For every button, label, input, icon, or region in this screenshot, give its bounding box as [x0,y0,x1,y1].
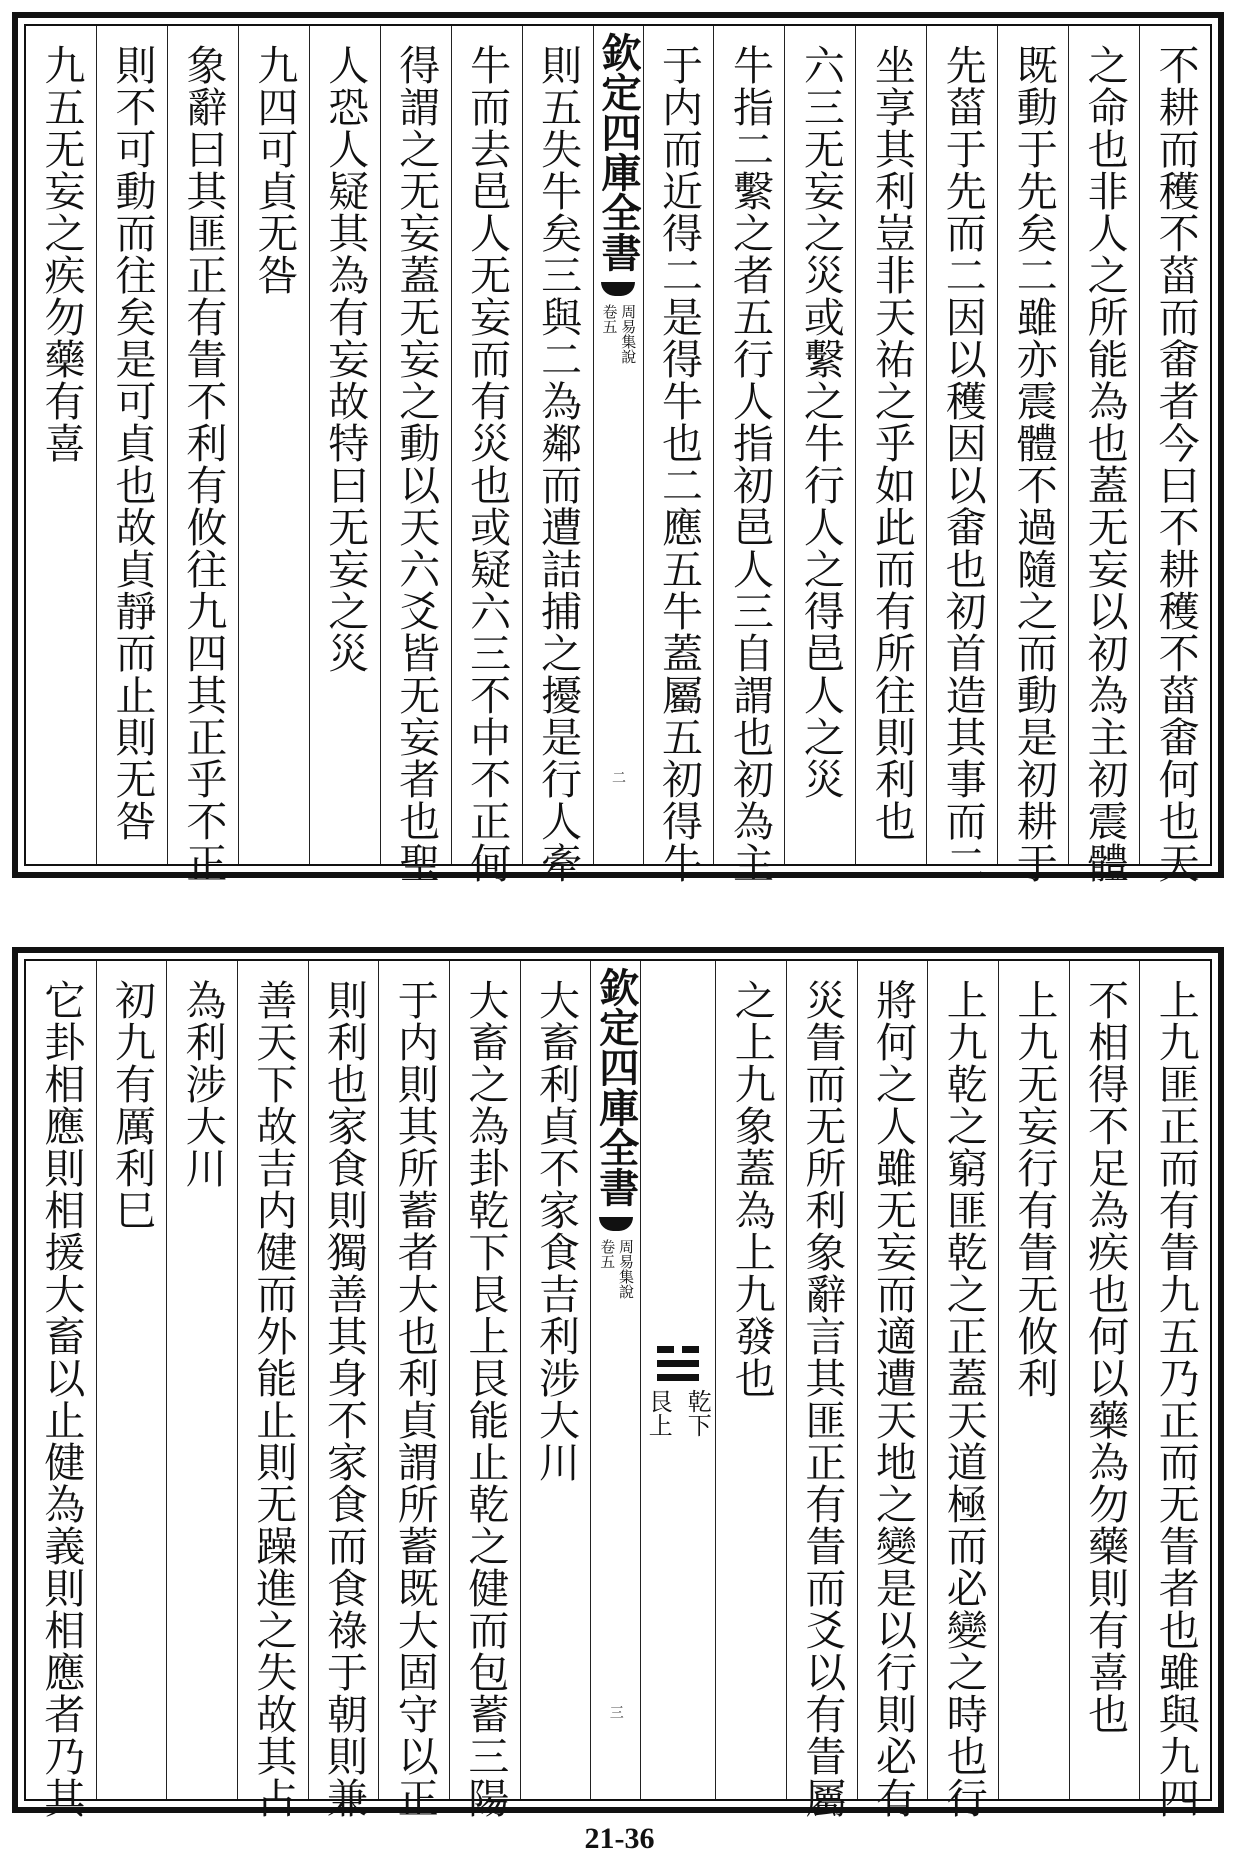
text-column [26,961,96,1819]
text-column [309,26,380,864]
text-column [1139,26,1210,884]
hexagram-icon [657,1346,699,1381]
column-text: 災眚而无所利象辭言其匪正有眚而爻以有眚屬 [798,979,847,1819]
text-column [238,26,309,864]
text-column [167,26,238,884]
bottom-page-panel [12,947,1224,1819]
text-column [997,26,1068,884]
text-column [927,961,998,1819]
text-column [237,961,308,1819]
column-text: 則五失牛矣三與二為鄰而遭詰捕之擾是行人牽 [534,44,583,884]
book-info [599,1239,634,1299]
book-title: 周易集說 [619,304,638,364]
book-header-column [590,961,640,1799]
bottom-page-columns [24,959,1212,1819]
text-column [1068,26,1139,884]
text-column [926,26,997,884]
text-column [96,961,167,1799]
column-text: 九四可貞无咎 [250,44,299,296]
column-text: 上九匪正而有眚九五乃正而无眚者也雖與九四 [1151,979,1200,1819]
column-text: 牛指二繫之者五行人指初邑人三自謂也初為主 [725,44,774,884]
text-column [520,961,591,1799]
column-text: 得謂之无妄蓋无妄之動以天六爻皆无妄者也聖 [392,44,441,884]
upper-trigram-label: 艮上 [644,1388,673,1437]
column-text: 不相得不足為疾也何以藥為勿藥則有喜也 [1081,979,1130,1735]
text-column [451,26,522,884]
column-text: 之命也非人之所能為也蓋无妄以初為主初震體 [1080,44,1129,884]
text-column [786,961,857,1819]
column-text: 上九乾之窮匪乾之正蓋天道極而必變之時也行 [939,979,988,1819]
column-text: 為利涉大川 [178,979,227,1189]
column-text: 于内則其所蓄者大也利貞謂所蓄既大固守以正 [390,979,439,1819]
column-text: 不耕而穫不菑而畬者今曰不耕穫不菑畬何也天 [1151,44,1200,884]
column-text: 九五无妄之疾勿藥有喜 [37,44,86,464]
column-text: 先菑于先而二因以穫因以畬也初首造其事而二 [938,44,987,884]
text-column [378,961,449,1819]
column-text: 它卦相應則相援大畜以止健為義則相應者乃其 [37,979,86,1819]
text-column [713,26,784,884]
column-text: 則利也家食則獨善其身不家食而食祿于朝則兼 [320,979,369,1819]
collection-title: 欽定四庫全書 [592,967,640,1207]
fishtail-ornament-icon [599,1217,633,1231]
text-column [715,961,786,1799]
column-text: 上九无妄行有眚无攸利 [1010,979,1059,1399]
text-column [1069,961,1140,1799]
leaf-number: 二 [610,770,626,784]
column-text: 六三无妄之災或繫之牛行人之得邑人之災 [796,44,845,800]
lower-trigram-label: 乾下 [683,1388,712,1437]
volume-label: 卷五 [598,1239,617,1269]
book-title: 周易集說 [617,1239,636,1299]
column-text: 大畜利貞不家食吉利涉大川 [532,979,581,1483]
collection-title: 欽定四庫全書 [595,32,642,272]
fishtail-ornament-icon [601,282,635,296]
text-column [380,26,451,884]
text-column [96,26,167,864]
column-text: 象辭曰其匪正有眚不利有攸往九四其正乎不正 [179,44,228,884]
text-column [1139,961,1210,1819]
text-column [643,26,714,884]
top-page-panel [12,12,1224,884]
leaf-number: 三 [607,1705,624,1719]
trigram-labels [641,1389,715,1437]
column-text: 于内而近得二是得牛也二應五牛蓋屬五初得牛 [655,44,704,884]
column-text: 既動于先矣二雖亦震體不過隨之而動是初耕于 [1009,44,1058,884]
volume-label: 卷五 [600,304,619,334]
column-text: 善天下故吉内健而外能止則无躁進之失故其占 [249,979,298,1819]
text-column [449,961,520,1819]
column-text: 大畜之為卦乾下艮上艮能止乾之健而包蓄三陽 [461,979,510,1819]
column-text: 之上九象蓋為上九發也 [727,979,776,1399]
text-column [26,26,96,864]
book-info [601,304,636,364]
column-text: 初九有厲利巳 [108,979,156,1231]
column-text: 將何之人雖无妄而適遭天地之變是以行則必有 [869,979,918,1819]
text-column [855,26,926,864]
text-column [166,961,237,1799]
column-text: 坐享其利豈非天祐之乎如此而有所往則利也 [867,44,916,842]
column-text: 則不可動而往矣是可貞也故貞靜而止則无咎 [108,44,157,842]
text-column [784,26,855,864]
text-column [998,961,1069,1799]
column-text: 人恐人疑其為有妄故特曰无妄之災 [321,44,370,674]
text-column [857,961,928,1819]
top-page-columns [24,24,1212,884]
text-column [308,961,379,1819]
hexagram-column [640,961,715,1799]
column-text: 牛而去邑人无妄而有災也或疑六三不中不正何 [463,44,512,884]
text-column [522,26,593,884]
book-header-column [593,26,643,864]
page-number: 21-36 [584,1822,655,1855]
